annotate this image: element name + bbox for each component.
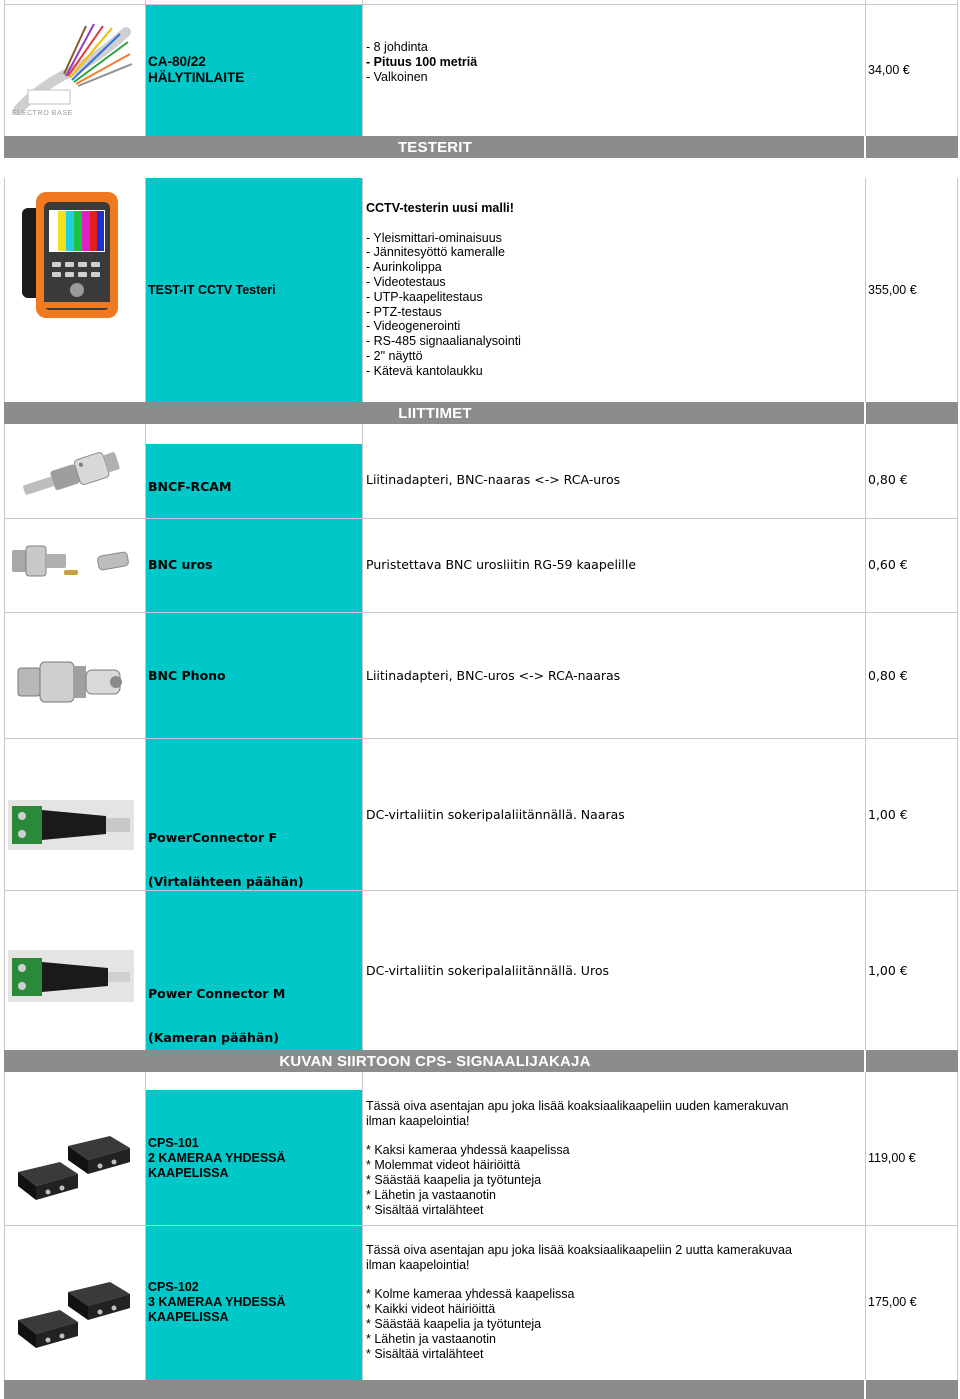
product-name-line: CPS-102 (148, 1280, 199, 1294)
cable-image (8, 18, 136, 122)
product-name-line: 3 KAMERAA YHDESSÄ (148, 1294, 286, 1309)
product-name (148, 801, 304, 905)
product-name-line: KAAPELISSA (148, 1165, 229, 1180)
blank-line (366, 1129, 861, 1144)
feature-line: * Molemmat videot häiriöittä (366, 1158, 521, 1173)
product-name-line: (Virtalähteen päähän) (148, 873, 304, 889)
grid-line-image-col (145, 0, 146, 1399)
section-header-price-cell (864, 136, 958, 158)
product-price: 34,00 € (868, 62, 910, 77)
bnc-male-connector-image (10, 540, 138, 586)
power-connector-male-image (8, 950, 134, 1002)
feature-line: * Sisältää virtalähteet (366, 1346, 484, 1361)
product-name-line: CA-80/22 (148, 54, 206, 69)
product-name-line: Power Connector M (148, 985, 286, 1001)
product-name-line: HÄLYTINLAITE (148, 70, 245, 85)
feature-line: * Lähetin ja vastaanotin (366, 1331, 496, 1346)
feature-line: * Säästää kaapelia ja työtunteja (366, 1316, 542, 1331)
feature-line: - Jännitesyöttö kameralle (366, 245, 505, 260)
product-description (366, 201, 861, 379)
feature-line: - Yleismittari-ominaisuus (366, 230, 502, 245)
section-header-liittimet (4, 402, 958, 424)
feature-line: - 2" näyttö (366, 348, 423, 363)
feature-line: * Kaksi kameraa yhdessä kaapelissa (366, 1143, 570, 1158)
product-name (148, 1280, 286, 1324)
product-name-line: CPS-101 (148, 1136, 199, 1150)
cctv-tester-image (22, 190, 122, 320)
feature-line: - UTP-kaapelitestaus (366, 289, 483, 304)
grid-line-right (957, 0, 958, 1399)
product-description: Liitinadapteri, BNC-uros <-> RCA-naaras (366, 668, 621, 683)
description-line: - Valkoinen (366, 69, 428, 84)
feature-line: - Videogenerointi (366, 319, 461, 334)
section-title: LIITTIMET (398, 404, 472, 422)
section-header-price-cell (864, 402, 958, 424)
section-header-price-cell (864, 1380, 958, 1399)
product-name (148, 4, 360, 136)
product-name (148, 957, 285, 1061)
cps-102-image (16, 1278, 134, 1358)
row-divider (4, 1225, 958, 1226)
product-name: BNC uros (148, 557, 213, 572)
product-name-line: PowerConnector F (148, 829, 278, 845)
feature-line: * Säästää kaapelia ja työtunteja (366, 1172, 542, 1187)
feature-line: - Aurinkolippa (366, 260, 442, 275)
product-price: 0,80 € (868, 472, 908, 487)
product-description (366, 1243, 861, 1361)
product-price: 1,00 € (868, 807, 908, 822)
product-name-line: 2 KAMERAA YHDESSÄ (148, 1150, 286, 1165)
product-price: 0,60 € (868, 557, 908, 572)
description-line: - Pituus 100 metriä (366, 54, 478, 69)
product-name: TEST-IT CCTV Testeri (148, 282, 276, 297)
product-name: BNC Phono (148, 668, 226, 683)
grid-line-desc-col (865, 0, 866, 1399)
description-line: Tässä oiva asentajan apu joka lisää koaksiaalikaapeliin 2 uutta kamerakuvaa (366, 1243, 792, 1257)
feature-line: * Kaikki videot häiriöittä (366, 1302, 496, 1317)
product-description: Puristettava BNC urosliitin RG-59 kaapelille (366, 557, 637, 572)
product-description: DC-virtaliitin sokeripalaliitännällä. Uros (366, 963, 609, 978)
product-name-line: KAAPELISSA (148, 1309, 229, 1324)
spacer-row (4, 158, 958, 178)
bnc-rca-adapter-image (18, 448, 126, 504)
cps-101-image (16, 1132, 134, 1210)
section-header-price-cell (864, 1050, 958, 1072)
feature-line: - RS-485 signaalianalysointi (366, 334, 521, 349)
name-column-bg-4 (146, 1090, 362, 1380)
product-description (366, 1099, 861, 1217)
grid-line-name-col (362, 0, 363, 1399)
blank-line (366, 216, 861, 231)
feature-line: - PTZ-testaus (366, 304, 442, 319)
product-name: BNCF-RCAM (148, 479, 232, 494)
product-name-line: (Kameran päähän) (148, 1029, 279, 1045)
feature-line: - Videotestaus (366, 274, 446, 289)
description-line: ilman kaapelointia! (366, 1113, 470, 1128)
row-divider (4, 518, 958, 519)
product-description: DC-virtaliitin sokeripalaliitännällä. Naaras (366, 807, 625, 822)
section-title: KUVAN SIIRTOON CPS- SIGNAALIJAKAJA (279, 1052, 591, 1070)
feature-line: - Kätevä kantolaukku (366, 363, 483, 378)
product-description: Liitinadapteri, BNC-naaras <-> RCA-uros (366, 472, 621, 487)
feature-line: * Sisältää virtalähteet (366, 1202, 484, 1217)
product-price: 355,00 € (868, 282, 917, 297)
feature-line: * Kolme kameraa yhdessä kaapelissa (366, 1287, 575, 1302)
description-line: - 8 johdinta (366, 40, 428, 54)
description-line: ilman kaapelointia! (366, 1257, 470, 1272)
product-price: 175,00 € (868, 1295, 917, 1309)
product-name (148, 1136, 286, 1180)
blank-line (366, 1273, 861, 1288)
description-line: Tässä oiva asentajan apu joka lisää koaksiaalikaapeliin uuden kamerakuvan (366, 1099, 789, 1113)
product-price: 1,00 € (868, 963, 908, 978)
product-price: 119,00 € (868, 1151, 916, 1165)
power-connector-female-image (8, 800, 134, 850)
product-description (366, 40, 861, 84)
grid-line-left (4, 0, 5, 1399)
section-header-testerit (4, 136, 958, 158)
section-title: TESTERIT (397, 138, 473, 156)
product-price: 0,80 € (868, 668, 908, 683)
row-divider (4, 738, 958, 739)
section-header-bottom (4, 1380, 958, 1399)
feature-line: * Lähetin ja vastaanotin (366, 1187, 496, 1202)
bnc-phono-adapter-image (16, 652, 128, 712)
brand-logo: ELECTRO BASE (12, 110, 73, 117)
row-divider (4, 612, 958, 613)
description-heading: CCTV-testerin uusi malli! (366, 201, 514, 215)
